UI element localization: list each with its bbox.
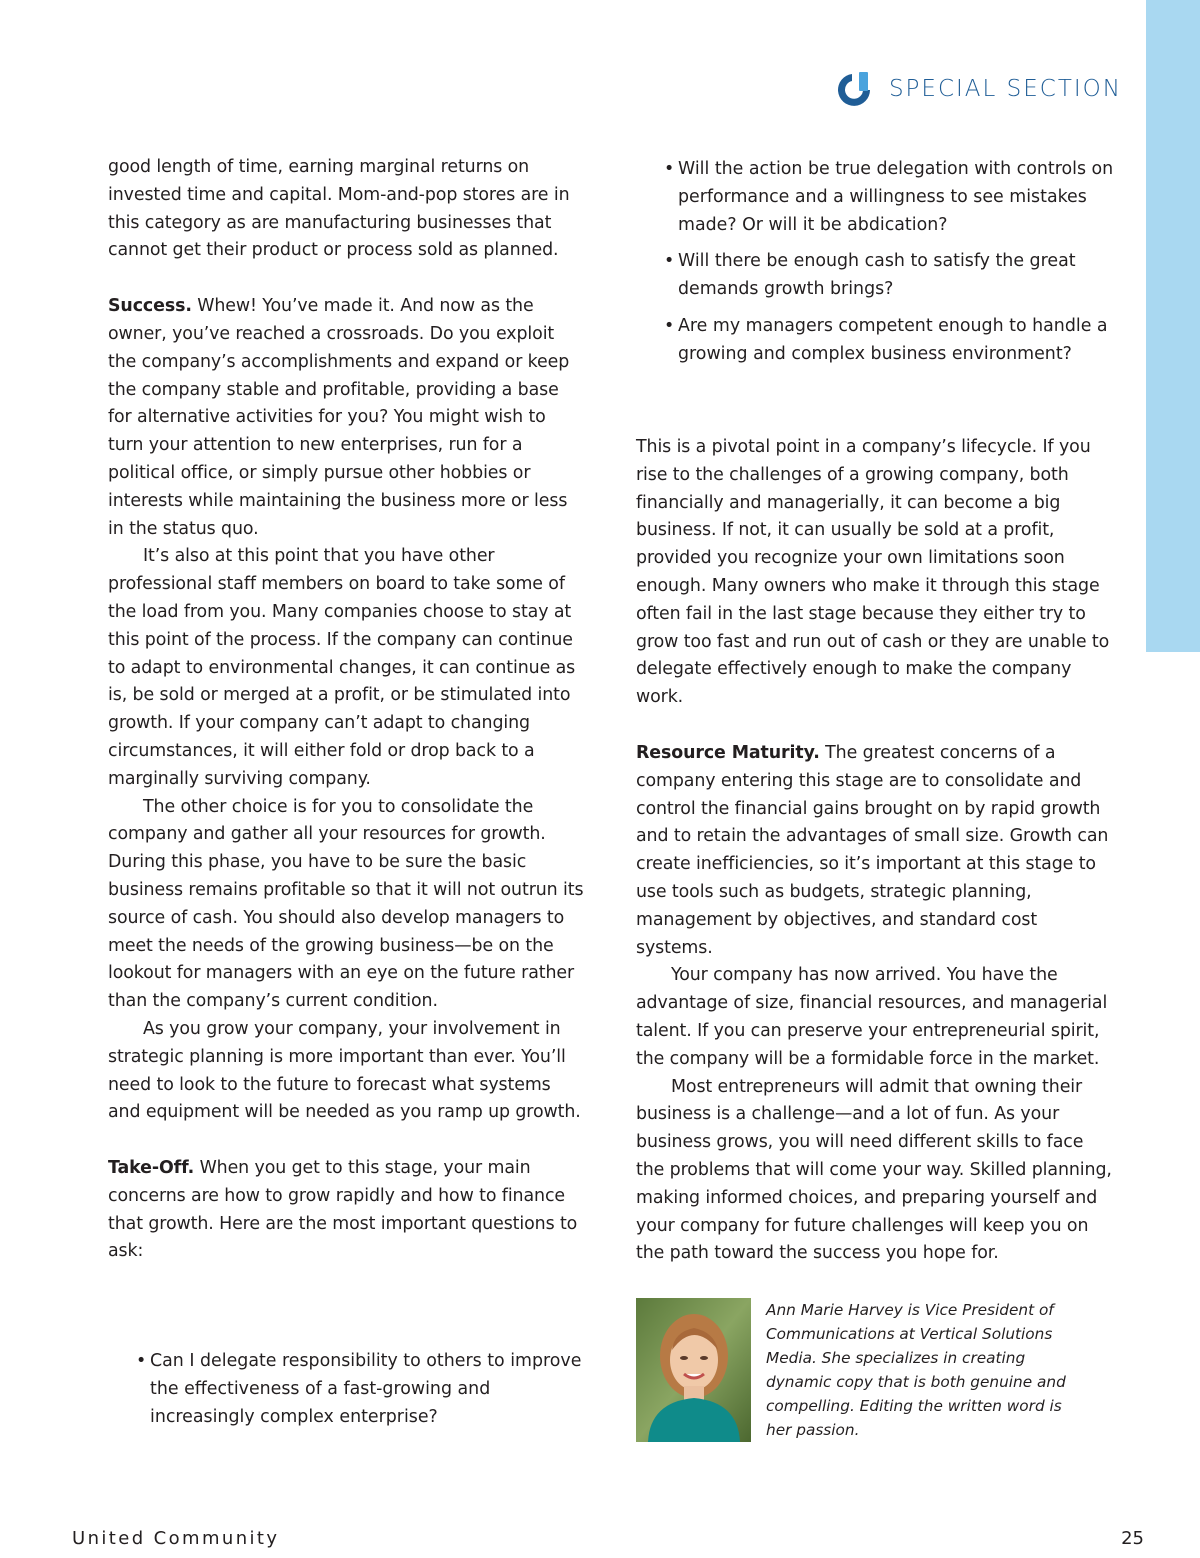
- run-in-heading: Take-Off.: [108, 1158, 195, 1179]
- paragraph-text: The greatest concerns of a company entering this stage are to consolidate and control the financial gains brought on by rapid growth and to retain the advantages of small size. Growth can create inefficiencies, so it’s important at this stage to use tools such as budgets, strategic planning, management by objectives, and standard cost systems.: [636, 742, 1109, 958]
- list-item-text: Are my managers competent enough to handle a growing and complex business environment?: [678, 316, 1108, 364]
- bullet-icon: •: [664, 316, 675, 336]
- paragraph: It’s also at this point that you have other professional staff members on board to take some of the load from you. Many companies choose to stay at this point of the process. If the company can continue to adapt to environmental changes, it can continue as is, be sold or merged at a profit, or be stimulated into growth. If your company can’t adapt to changing circumstances, it will either fold or drop back to a marginally surviving company.: [108, 546, 576, 789]
- paragraph: Your company has now arrived. You have the advantage of size, financial resources, and managerial talent. If you can preserve your entrepreneurial spirit, the company will be a formidable force in the market.: [636, 965, 1108, 1069]
- author-photo: [636, 1298, 751, 1442]
- run-in-heading: Success.: [108, 296, 192, 317]
- list-item-text: Will the action be true delegation with controls on performance and a willingness to see mistakes made? Or will it be abdication?: [678, 159, 1114, 235]
- paragraph: As you grow your company, your involvement in strategic planning is more important than ever. You’ll need to look to the future to forecast what systems and equipment will be needed as you ramp up growth.: [108, 1018, 581, 1123]
- list-item-text: Can I delegate responsibility to others to improve the effectiveness of a fast-growing and increasingly complex enterprise?: [150, 1351, 582, 1427]
- paragraph-text: When you get to this stage, your main concerns are how to grow rapidly and how to finance that growth. Here are the most important questions to ask:: [108, 1158, 578, 1262]
- section-label: SPECIAL SECTION: [888, 76, 1122, 102]
- list-item: [664, 248, 1116, 304]
- run-in-heading: Resource Maturity.: [636, 742, 820, 763]
- section-header: [837, 70, 1122, 108]
- list-item: [136, 1348, 588, 1431]
- paragraph-text: Whew! You’ve made it. And now as the owner, you’ve reached a crossroads. Do you exploit the company’s accomplishments and expand or keep the company stable and profitable, providing a base for alternative activities for you? You might wish to turn your attention to new enterprises, run for a political office, or simply pursue other hobbies or interests while maintaining the business more or less in the status quo.: [108, 296, 570, 539]
- author-bio: [636, 1298, 1136, 1444]
- brand-logo-icon: [837, 70, 875, 108]
- list-item-text: Will there be enough cash to satisfy the great demands growth brings?: [678, 251, 1076, 299]
- bullet-icon: •: [136, 1351, 147, 1371]
- bullet-icon: •: [664, 251, 675, 271]
- paragraph: good length of time, earning marginal returns on invested time and capital. Mom-and-pop stores are in this category as are manufacturing businesses that cannot get their product or process sold as planned.: [108, 157, 570, 261]
- paragraph: This is a pivotal point in a company’s lifecycle. If you rise to the challenges of a growing company, both financially and managerially, it can become a big business. If not, it can usually be sold at a profit, provided you recognize your own limitations soon enough. Many owners who make it through this stage often fail in the last stage because they either try to grow too fast and run out of cash or they are unable to delegate effectively enough to make the company work.: [636, 437, 1110, 708]
- paragraph: The other choice is for you to consolidate the company and gather all your resources for growth. During this phase, you have to be sure the basic business remains profitable so that it will not outrun its source of cash. You should also develop managers to meet the needs of the growing business—be on the lookout for managers with an eye on the future rather than the company’s current condition.: [108, 796, 584, 1012]
- bullet-icon: •: [664, 159, 675, 179]
- paragraph-success: [108, 293, 586, 543]
- paragraph: Most entrepreneurs will admit that owning their business is a challenge—and a lot of fun. As your business grows, you will need different skills to face the problems that will come your way. Skilled planning, making informed choices, and preparing yourself and your company for future challenges will keep you on the path toward the success you hope for.: [636, 1076, 1112, 1264]
- author-bio-text: Ann Marie Harvey is Vice President of Communications at Vertical Solutions Media. She specializes in creating dynamic copy that is both genuine and compelling. Editing the written word is her passion.: [766, 1301, 1066, 1439]
- paragraph-takeoff: [108, 1155, 586, 1266]
- publication-name: United Community: [72, 1528, 280, 1549]
- right-column: [636, 434, 1114, 1268]
- side-color-tab: [1146, 0, 1200, 652]
- list-item: [664, 313, 1116, 369]
- list-item: [664, 156, 1116, 239]
- left-column: [108, 154, 586, 1266]
- paragraph-resource-maturity: [636, 740, 1114, 962]
- page-number: 25: [1121, 1528, 1144, 1549]
